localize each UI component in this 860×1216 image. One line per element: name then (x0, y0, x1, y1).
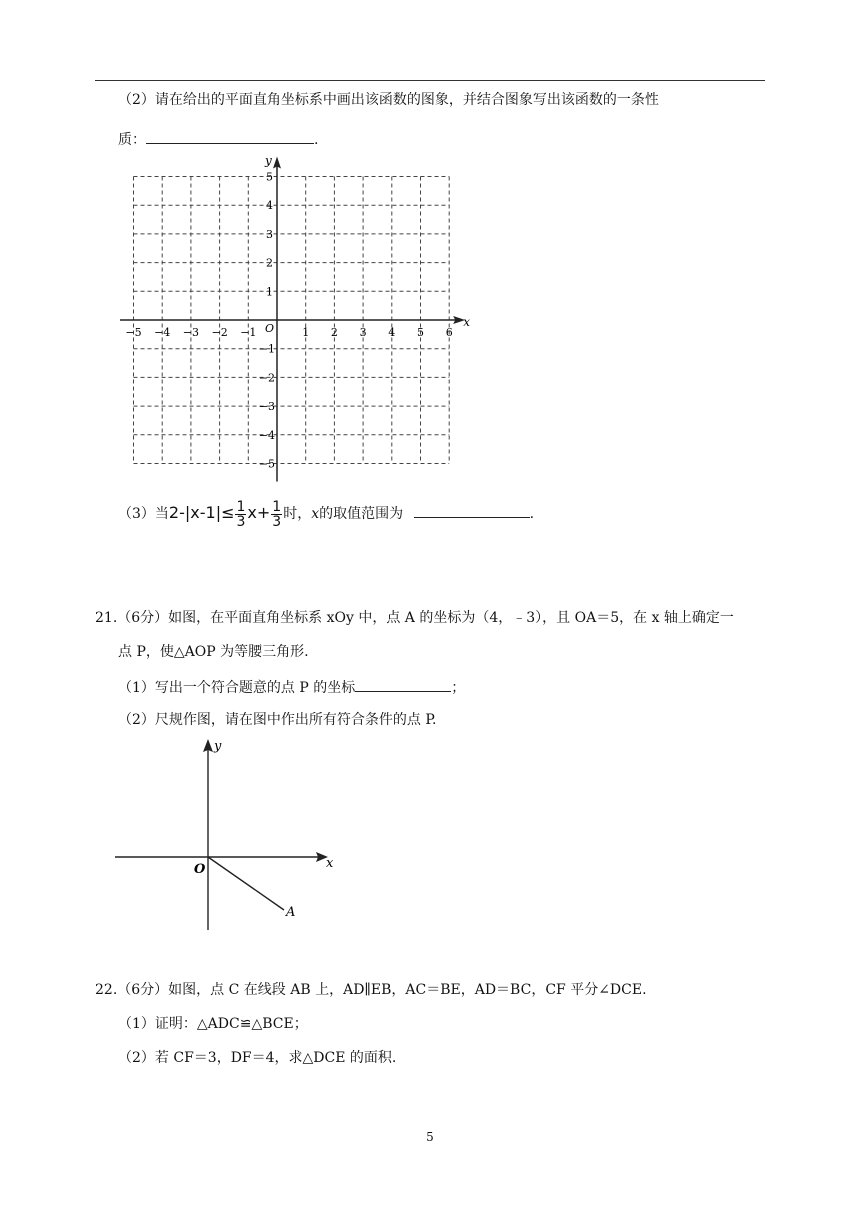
x-tick-label: 4 (388, 326, 396, 339)
q20-part3-fraction-1: $\frac{1}{3}$ (236, 498, 246, 530)
y-tick-label: −5 (258, 457, 275, 471)
q20-part3 (118, 496, 534, 531)
x-tick-label: −5 (125, 326, 142, 339)
q21-origin-label: O (194, 862, 206, 877)
page-number: 5 (426, 1130, 434, 1144)
q22-line1: 22.（6分）如图，点 C 在线段 AB 上，AD∥EB，AC＝BE，AD＝BC，CF 平分∠DCE. (95, 982, 647, 998)
q21-x-label: x (326, 856, 334, 871)
q20-part3-x: x+ (247, 503, 271, 522)
q22-part1: （1）证明：△ADC≌△BCE； (118, 1016, 308, 1032)
q21-figure (112, 735, 342, 935)
q21-line1: 21.（6分）如图，在平面直角坐标系 xOy 中，点 A 的坐标为（4，﹣3），且 OA＝5，在 x 轴上确定一 (95, 610, 734, 626)
q20-part2-answer-blank[interactable] (146, 128, 314, 144)
x-tick-label: 1 (302, 326, 310, 339)
q20-part3-prefix: （3）当 (118, 506, 169, 522)
q21-part1 (118, 676, 465, 698)
q20-part3-expr: 2-|x-1|≤ (168, 503, 235, 522)
q21-y-label: y (214, 739, 222, 754)
y-tick-label: 5 (266, 170, 273, 184)
y-axis-label: y (265, 153, 272, 168)
q20-part2-suffix: . (314, 132, 319, 148)
header-rule (95, 80, 765, 81)
x-axis-label: x (463, 315, 470, 329)
y-tick-label: 2 (266, 256, 273, 270)
q21-part1-answer-blank[interactable] (355, 676, 451, 692)
q20-part2-prefix: 质： (118, 132, 146, 148)
x-tick-label: 3 (359, 326, 367, 339)
y-tick-label: −4 (258, 428, 275, 442)
x-tick-label: −3 (182, 326, 200, 339)
x-tick-label: −4 (154, 326, 171, 339)
y-tick-label: 4 (266, 199, 273, 213)
x-tick-label: 6 (445, 326, 453, 339)
q20-part2-line1: （2）请在给出的平面直角坐标系中画出该函数的图象，并结合图象写出该函数的一条性 (118, 92, 659, 108)
y-tick-label: −3 (258, 400, 275, 414)
q21-part2: （2）尺规作图，请在图中作出所有符合条件的点 P. (118, 712, 437, 728)
q21-line2: 点 P，使△AOP 为等腰三角形. (118, 644, 309, 660)
tick-labels (125, 154, 470, 471)
q20-part3-end: . (529, 506, 535, 522)
q21-point-a-label: A (286, 905, 296, 920)
x-tick-label: −2 (211, 326, 228, 339)
q20-part2-line2 (118, 128, 318, 150)
y-tick-label: 3 (266, 227, 273, 241)
q21-segment-oa (208, 857, 284, 910)
origin-label: O (265, 322, 275, 335)
q21-part1-text: （1）写出一个符合题意的点 P 的坐标 (118, 680, 356, 696)
q20-part3-var: x (311, 506, 320, 522)
q20-part3-suffix-2: 的取值范围为 (319, 506, 404, 522)
q22-part2: （2）若 CF＝3，DF＝4，求△DCE 的面积. (118, 1050, 397, 1066)
q20-part3-fraction-2: $\frac{1}{3}$ (272, 498, 282, 530)
q20-coordinate-grid (110, 150, 480, 490)
x-tick-label: 2 (330, 326, 338, 339)
y-tick-label: −1 (258, 342, 275, 356)
x-tick-label: 5 (417, 326, 424, 339)
x-tick-label: −1 (240, 326, 257, 339)
q20-part3-answer-blank[interactable] (414, 502, 530, 518)
q20-part3-suffix-1: 时， (283, 506, 312, 522)
y-tick-label: −2 (258, 371, 275, 385)
y-tick-label: 1 (266, 285, 273, 299)
q21-part1-end: ； (451, 680, 466, 696)
